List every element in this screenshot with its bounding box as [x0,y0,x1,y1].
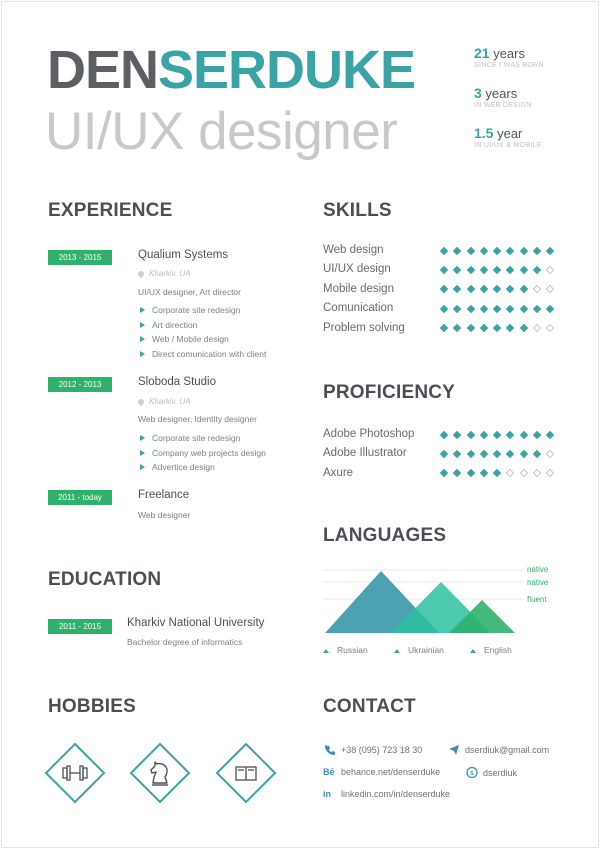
list-item: Web / Mobile design [138,332,266,347]
triangle-icon [323,649,329,653]
rating-filled-diamond [440,450,448,458]
proficiency-label: Axure [323,466,354,479]
rating-row [441,464,561,483]
rating-filled-diamond [493,430,501,438]
rating-filled-diamond [520,285,528,293]
behance-icon: Bē [323,767,335,777]
skill-label: Problem solving [323,321,405,334]
rating-filled-diamond [546,246,554,254]
stat-value: 3 [474,85,482,101]
stat-caption: IN WEB DESIGN [474,102,532,109]
skills-ratings [441,241,561,338]
job-location: Kharkiv, UA [138,397,191,406]
rating-filled-diamond [493,324,501,332]
rating-row [441,299,561,318]
language-russian: Russian [323,645,368,655]
rating-filled-diamond [453,266,461,274]
list-item: Advertice design [138,460,266,475]
education-period-badge: 2011 - 2015 [48,619,112,634]
list-item: Direct comunication with client [138,347,266,362]
rating-empty-diamond [546,324,554,332]
rating-filled-diamond [520,430,528,438]
rating-filled-diamond [453,246,461,254]
proficiency-labels [323,425,414,483]
list-item: Corporate site redesign [138,431,266,446]
language-ukrainian: Ukrainian [394,645,444,655]
contact-linkedin[interactable]: in linkedin.com/in/denserduke [323,789,451,799]
contact-behance[interactable]: Bē behance.net/denserduke [323,767,441,777]
rating-row [441,260,561,279]
rating-row [441,241,561,260]
rating-filled-diamond [466,266,474,274]
skills-title: SKILLS [323,200,392,221]
rating-empty-diamond [533,285,541,293]
job-position: Web designer [138,510,191,520]
rating-filled-diamond [453,285,461,293]
rating-filled-diamond [533,450,541,458]
stat-value: 21 [474,45,490,61]
rating-filled-diamond [440,266,448,274]
proficiency-ratings [441,425,561,483]
first-name: DEN [47,40,159,100]
stat-age [474,45,594,69]
rating-filled-diamond [480,266,488,274]
rating-empty-diamond [520,469,528,477]
rating-filled-diamond [440,285,448,293]
rating-filled-diamond [493,246,501,254]
rating-row [441,280,561,299]
rating-row [441,444,561,463]
rating-filled-diamond [493,305,501,313]
proficiency-title: PROFICIENCY [323,382,456,403]
job-position: Web designer, Identity designer [138,414,257,424]
rating-filled-diamond [546,305,554,313]
skill-label: Comunication [323,302,394,315]
skill-label: Mobile design [323,282,394,295]
rating-filled-diamond [533,266,541,274]
chess-knight-icon [151,762,168,785]
rating-filled-diamond [480,430,488,438]
rating-filled-diamond [520,305,528,313]
proficiency-label: Adobe Illustrator [323,447,407,460]
rating-filled-diamond [440,469,448,477]
rating-filled-diamond [480,469,488,477]
languages-chart [323,560,553,635]
svg-text:s: s [470,770,474,777]
stat-caption: IN UI/UX & MOBILE [474,142,542,149]
stat-uiux [474,125,594,149]
rating-empty-diamond [546,450,554,458]
rating-filled-diamond [480,285,488,293]
rating-filled-diamond [506,266,514,274]
language-english: English [470,645,512,655]
rating-filled-diamond [533,246,541,254]
rating-row [441,425,561,444]
job-duties [138,431,266,475]
rating-filled-diamond [440,305,448,313]
rating-filled-diamond [533,305,541,313]
rating-filled-diamond [466,469,474,477]
contact-title: CONTACT [323,696,416,717]
rating-empty-diamond [546,469,554,477]
education-title: EDUCATION [48,569,162,590]
rating-filled-diamond [493,469,501,477]
rating-filled-diamond [480,450,488,458]
job-location: Kharkiv, UA [138,269,191,278]
rating-filled-diamond [493,285,501,293]
location-pin-icon [137,398,145,406]
rating-filled-diamond [453,305,461,313]
job-period-badge: 2011 - today [48,490,112,505]
list-item: Company web projects design [138,446,266,461]
stat-caption: SINCE I WAS BORN [474,62,544,69]
linkedin-icon: in [323,789,331,799]
hobby-chess [128,741,192,805]
list-item: Art direction [138,318,266,333]
rating-filled-diamond [466,246,474,254]
list-item: Corporate site redesign [138,303,266,318]
education-degree: Bachelor degree of informatics [127,637,243,647]
rating-empty-diamond [546,285,554,293]
rating-filled-diamond [506,246,514,254]
rating-filled-diamond [466,430,474,438]
experience-title: EXPERIENCE [48,200,173,221]
skills-labels [323,241,405,338]
rating-filled-diamond [533,430,541,438]
full-name [47,40,415,100]
rating-filled-diamond [493,266,501,274]
send-icon [447,745,461,755]
phone-icon [323,745,337,755]
contact-skype[interactable]: s dserdiuk [465,767,517,778]
job-period-badge: 2013 - 2015 [48,250,112,265]
rating-filled-diamond [480,324,488,332]
job-period-badge: 2012 - 2013 [48,377,112,392]
rating-filled-diamond [546,430,554,438]
rating-empty-diamond [533,324,541,332]
job-duties [138,303,266,361]
rating-filled-diamond [520,246,528,254]
rating-filled-diamond [466,305,474,313]
rating-empty-diamond [546,266,554,274]
rating-filled-diamond [453,469,461,477]
rating-filled-diamond [440,430,448,438]
rating-row [441,319,561,338]
proficiency-label: Adobe Photoshop [323,428,415,440]
rating-filled-diamond [506,324,514,332]
rating-filled-diamond [480,305,488,313]
level-label: native [527,565,549,574]
skill-label: Web design [323,244,384,256]
rating-filled-diamond [466,324,474,332]
location-pin-icon [137,270,145,278]
stat-unit: year [497,126,523,141]
skype-icon [465,767,479,778]
rating-filled-diamond [520,266,528,274]
job-company: Freelance [138,489,190,501]
level-label: native [527,578,549,587]
rating-filled-diamond [440,324,448,332]
hobby-fitness [43,741,107,805]
stat-value: 1.5 [474,125,494,141]
rating-filled-diamond [520,450,528,458]
job-position: UI/UX designer, Art director [138,287,241,297]
rating-empty-diamond [533,469,541,477]
rating-filled-diamond [493,450,501,458]
contact-email[interactable]: dserdiuk@gmail.com [447,745,549,755]
stat-unit: years [485,86,518,101]
languages-title: LANGUAGES [323,525,447,546]
level-label: fluent [527,595,547,604]
triangle-icon [470,649,476,653]
skill-label: UI/UX design [323,263,391,276]
rating-filled-diamond [466,285,474,293]
education-school: Kharkiv National University [127,617,265,629]
rating-filled-diamond [466,450,474,458]
job-company: Qualium Systems [138,249,229,261]
rating-filled-diamond [520,324,528,332]
stat-unit: years [493,46,525,61]
hobbies-title: HOBBIES [48,696,136,717]
book-icon [236,767,256,780]
rating-filled-diamond [506,305,514,313]
job-company: Sloboda Studio [138,376,217,388]
dumbbell-icon [63,766,87,780]
rating-empty-diamond [506,469,514,477]
stat-web-design [474,85,594,109]
rating-filled-diamond [506,430,514,438]
triangle-icon [394,649,400,653]
rating-filled-diamond [440,246,448,254]
rating-filled-diamond [453,450,461,458]
rating-filled-diamond [506,450,514,458]
rating-filled-diamond [506,285,514,293]
hobby-reading [214,741,278,805]
rating-filled-diamond [453,430,461,438]
rating-filled-diamond [453,324,461,332]
last-name: SERDUKE [158,40,416,100]
job-role: UI/UX designer [45,102,398,161]
contact-phone[interactable]: +38 (095) 723 18 30 [323,745,422,755]
rating-filled-diamond [480,246,488,254]
